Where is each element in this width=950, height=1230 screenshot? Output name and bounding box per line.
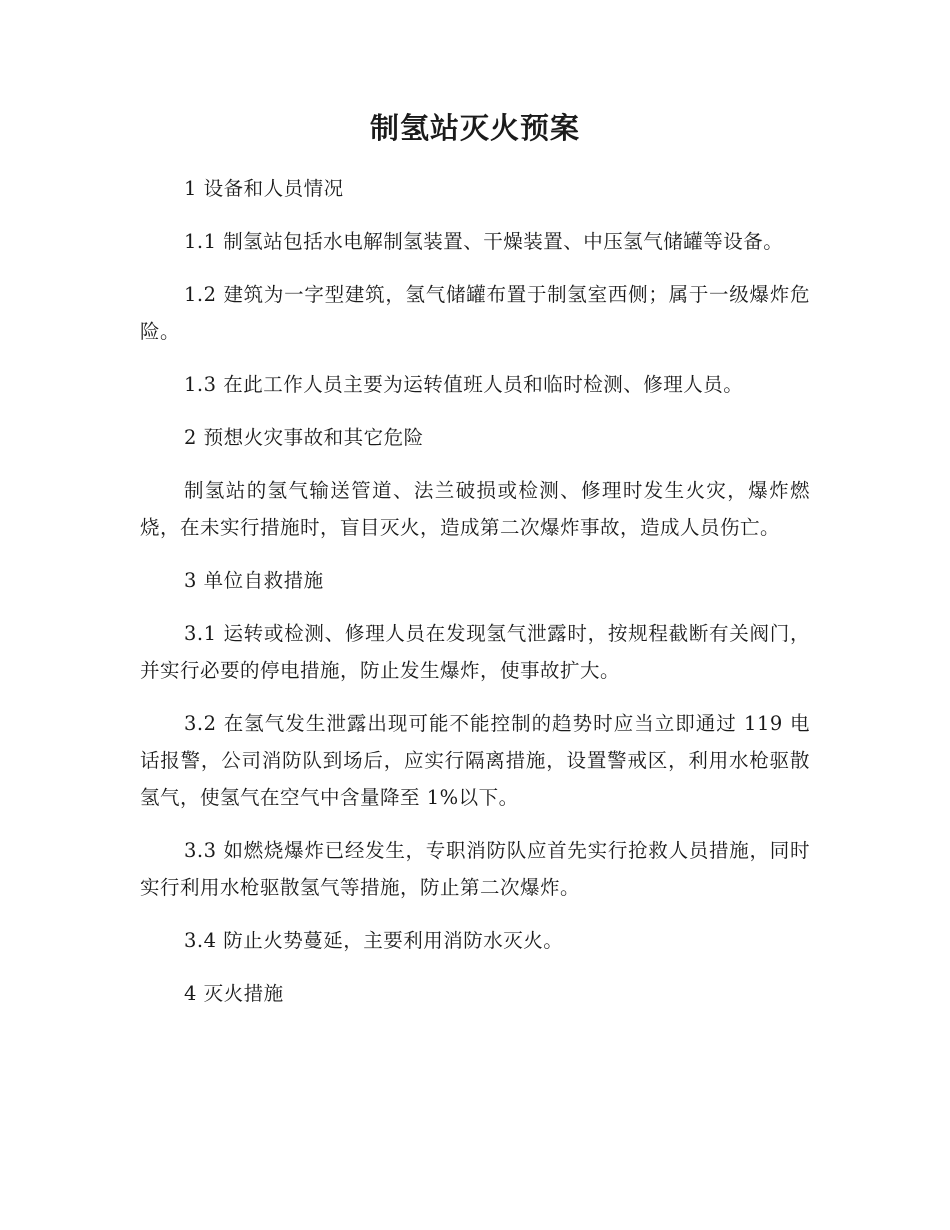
paragraph-3-3: 3.3 如燃烧爆炸已经发生，专职消防队应首先实行抢救人员措施，同时实行利用水枪驱散氢气等措施，防止第二次爆炸。 xyxy=(140,839,810,899)
paragraph-1-1: 1.1 制氢站包括水电解制氢装置、干燥装置、中压氢气储罐等设备。 xyxy=(184,230,784,253)
paragraph-3-2: 3.2 在氢气发生泄露出现可能不能控制的趋势时应当立即通过 119 电话报警，公司消防队到场后，应实行隔离措施，设置警戒区，利用水枪驱散氢气，使氢气在空气中含量降至 1%以下。 xyxy=(140,712,810,809)
section-heading-4: 4 灭火措施 xyxy=(184,982,284,1005)
paragraph-2-body: 制氢站的氢气输送管道、法兰破损或检测、修理时发生火灾，爆炸燃烧，在未实行措施时，盲目灭火，造成第二次爆炸事故，造成人员伤亡。 xyxy=(140,479,810,539)
paragraph-3-1: 3.1 运转或检测、修理人员在发现氢气泄露时，按规程截断有关阀门，并实行必要的停电措施，防止发生爆炸，使事故扩大。 xyxy=(140,622,810,682)
document-title: 制氢站灭火预案 xyxy=(369,111,580,145)
paragraph-1-2: 1.2 建筑为一字型建筑，氢气储罐布置于制氢室西侧；属于一级爆炸危险。 xyxy=(140,283,810,343)
paragraph-3-4: 3.4 防止火势蔓延，主要利用消防水灭火。 xyxy=(184,929,564,952)
section-heading-3: 3 单位自救措施 xyxy=(184,569,324,592)
section-heading-2: 2 预想火灾事故和其它危险 xyxy=(184,426,424,449)
section-heading-1: 1 设备和人员情况 xyxy=(184,177,344,200)
paragraph-1-3: 1.3 在此工作人员主要为运转值班人员和临时检测、修理人员。 xyxy=(184,373,744,396)
